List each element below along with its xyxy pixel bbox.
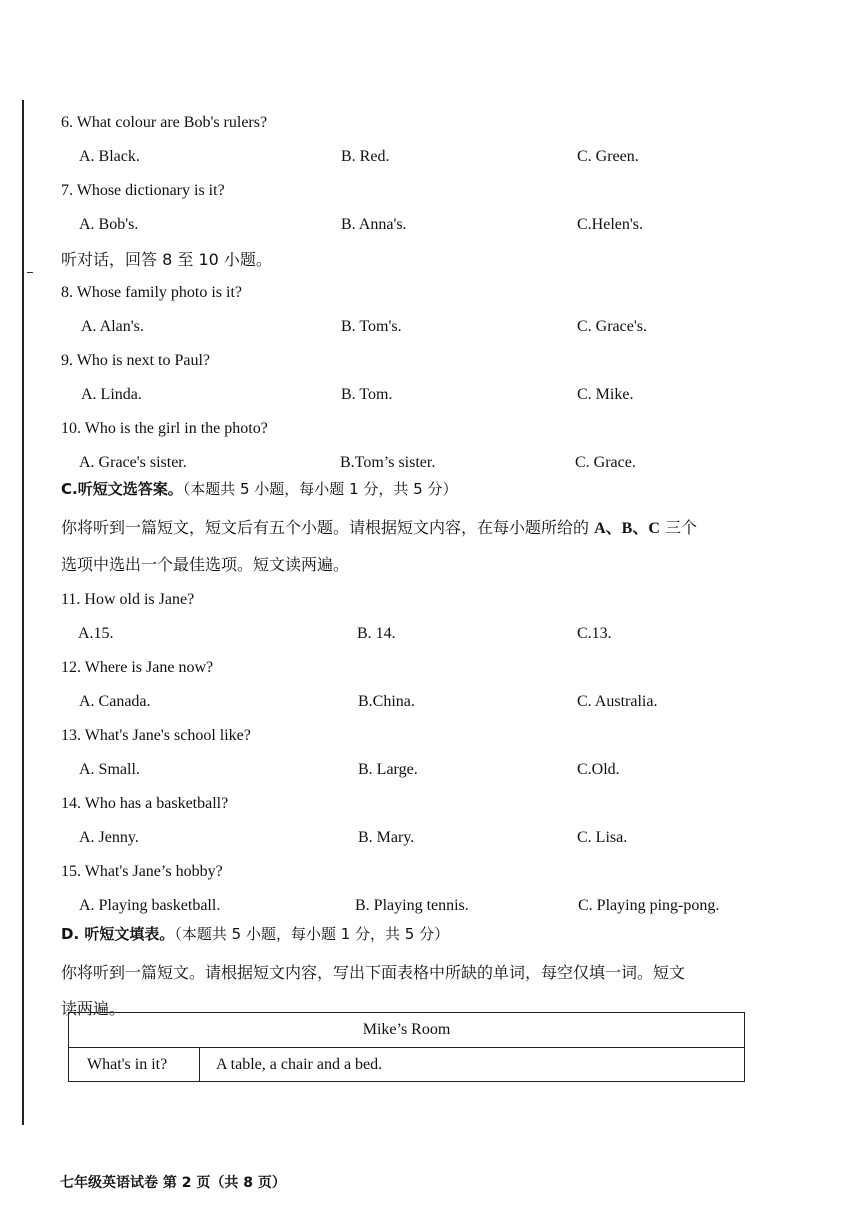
options-10: [61, 450, 781, 476]
question-11: 11. How old is Jane?: [61, 591, 195, 608]
options-8: [61, 314, 781, 348]
table-header: Mike’s Room: [69, 1013, 745, 1048]
options-6: [61, 144, 781, 178]
table-row-label: What's in it?: [69, 1048, 200, 1082]
option-10-c: C. Grace.: [575, 454, 636, 471]
option-15-a: A. Playing basketball.: [79, 897, 221, 914]
section-d-title: D. 听短文填表。: [61, 925, 175, 943]
options-11: [61, 621, 781, 655]
option-12-a: A. Canada.: [79, 693, 151, 710]
option-6-a: A. Black.: [79, 148, 140, 165]
section-c-instructions-line-2: 选项中选出一个最佳选项。短文读两遍。: [61, 555, 350, 574]
option-12-c: C. Australia.: [577, 693, 658, 710]
option-9-c: C. Mike.: [577, 386, 634, 403]
section-d-instructions-line-1: 你将听到一篇短文。请根据短文内容，写出下面表格中所缺的单词，每空仅填一词。短文: [61, 963, 686, 982]
options-9: [61, 382, 781, 416]
question-10: 10. Who is the girl in the photo?: [61, 420, 268, 437]
option-13-c: C.Old.: [577, 761, 620, 778]
instruction-8-10: 听对话，回答 8 至 10 小题。: [61, 250, 272, 269]
section-d-heading: [61, 921, 781, 955]
option-8-b: B. Tom's.: [341, 318, 402, 335]
option-10-a: A. Grace's sister.: [79, 454, 187, 471]
section-c-letters: A、B、C: [594, 520, 660, 537]
binding-margin-line: [22, 100, 24, 1125]
mikes-room-table: [68, 1012, 745, 1082]
section-c-note: （本题共 5 小题，每小题 1 分，共 5 分）: [182, 480, 458, 498]
option-9-a: A. Linda.: [81, 386, 142, 403]
options-14: [61, 825, 781, 859]
question-13: 13. What's Jane's school like?: [61, 727, 251, 744]
option-11-b: B. 14.: [357, 625, 396, 642]
option-13-a: A. Small.: [79, 761, 140, 778]
section-c-instructions-line-1: [61, 510, 781, 547]
options-15: [61, 893, 781, 921]
option-6-b: B. Red.: [341, 148, 390, 165]
section-c-title: C.听短文选答案。: [61, 480, 183, 498]
option-14-a: A. Jenny.: [79, 829, 139, 846]
option-15-c: C. Playing ping-pong.: [578, 897, 720, 914]
option-14-c: C. Lisa.: [577, 829, 628, 846]
page-footer: 七年级英语试卷 第 2 页（共 8 页）: [60, 1175, 286, 1191]
section-d-note: （本题共 5 小题，每小题 1 分，共 5 分）: [174, 925, 450, 943]
option-11-c: C.13.: [577, 625, 612, 642]
option-8-a: A. Alan's.: [81, 318, 144, 335]
question-6: 6. What colour are Bob's rulers?: [61, 114, 268, 131]
options-12: [61, 689, 781, 723]
option-15-b: B. Playing tennis.: [355, 897, 469, 914]
option-9-b: B. Tom.: [341, 386, 393, 403]
option-8-c: C. Grace's.: [577, 318, 647, 335]
section-c-instructions: [61, 510, 781, 583]
option-7-a: A. Bob's.: [79, 216, 139, 233]
exam-content: [61, 110, 781, 1027]
options-13: [61, 757, 781, 791]
question-14: 14. Who has a basketball?: [61, 795, 229, 812]
option-12-b: B.China.: [358, 693, 415, 710]
option-7-c: C.Helen's.: [577, 216, 643, 233]
margin-tick-mark: [27, 272, 33, 273]
option-7-b: B. Anna's.: [341, 216, 407, 233]
section-d-instructions-line-2: 读两遍。: [61, 999, 126, 1018]
option-14-b: B. Mary.: [358, 829, 415, 846]
question-12: 12. Where is Jane now?: [61, 659, 214, 676]
option-6-c: C. Green.: [577, 148, 639, 165]
question-8: 8. Whose family photo is it?: [61, 284, 243, 301]
section-c-text-post: 三个: [659, 518, 697, 537]
section-c-text-pre: 你将听到一篇短文，短文后有五个小题。请根据短文内容，在每小题所给的: [61, 518, 595, 537]
option-11-a: A.15.: [78, 625, 114, 642]
table-row-value: A table, a chair and a bed.: [200, 1048, 745, 1082]
option-13-b: B. Large.: [358, 761, 418, 778]
question-9: 9. Who is next to Paul?: [61, 352, 211, 369]
section-c-heading: [61, 476, 781, 510]
question-15: 15. What's Jane’s hobby?: [61, 863, 223, 880]
option-10-b: B.Tom’s sister.: [340, 454, 436, 471]
question-7: 7. Whose dictionary is it?: [61, 182, 225, 199]
options-7: [61, 212, 781, 246]
